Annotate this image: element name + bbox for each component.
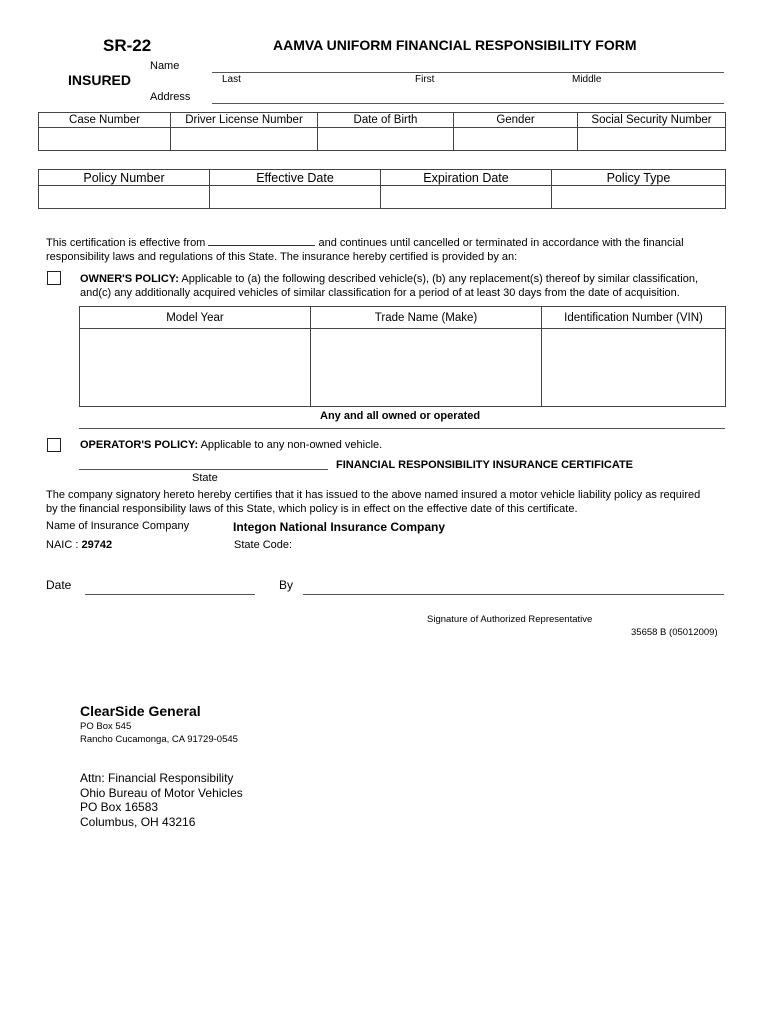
sender-address-line1: PO Box 545 xyxy=(80,721,132,732)
policy-info-table xyxy=(38,169,726,209)
insured-label: INSURED xyxy=(68,72,132,88)
trade-name-cell[interactable] xyxy=(311,329,542,407)
header-trade-name: Trade Name (Make) xyxy=(311,307,542,329)
certificate-title: FINANCIAL RESPONSIBILITY INSURANCE CERTIFICATE xyxy=(336,459,634,471)
operators-policy-desc: Applicable to any non-owned vehicle. xyxy=(200,439,383,451)
operators-policy-checkbox[interactable] xyxy=(47,438,61,452)
case-number-cell[interactable] xyxy=(39,128,171,151)
form-id: SR-22 xyxy=(103,36,152,55)
date-of-birth-cell[interactable] xyxy=(318,128,454,151)
effective-date-cell[interactable] xyxy=(210,186,381,209)
operators-policy-text xyxy=(80,439,382,453)
date-field[interactable] xyxy=(85,594,255,595)
header-effective-date: Effective Date xyxy=(210,170,381,186)
insured-info-table xyxy=(38,112,726,151)
header-date-of-birth: Date of Birth xyxy=(318,113,454,128)
name-field[interactable] xyxy=(212,72,724,73)
vehicle-table xyxy=(79,306,726,407)
owners-policy-text2: and(c) any additionally acquired vehicles of similar classification for a period of at least 30 days from the date of acquisition. xyxy=(80,286,680,299)
owners-policy-label: OWNER'S POLICY: xyxy=(80,273,179,285)
sender-name: ClearSide General xyxy=(80,703,201,719)
separator-line xyxy=(79,428,725,429)
header-model-year: Model Year xyxy=(80,307,311,329)
expiration-date-cell[interactable] xyxy=(381,186,552,209)
model-year-cell[interactable] xyxy=(80,329,311,407)
sender-address-line2: Rancho Cucamonga, CA 91729-0545 xyxy=(80,734,238,745)
naic-label: NAIC : xyxy=(46,539,79,551)
name-label: Name xyxy=(150,60,180,72)
driver-license-cell[interactable] xyxy=(171,128,318,151)
header-gender: Gender xyxy=(454,113,578,128)
header-policy-type: Policy Type xyxy=(552,170,726,186)
policy-number-cell[interactable] xyxy=(39,186,210,209)
header-ssn: Social Security Number xyxy=(578,113,726,128)
recipient-line2: Ohio Bureau of Motor Vehicles xyxy=(80,785,243,800)
header-policy-number: Policy Number xyxy=(39,170,210,186)
state-field[interactable] xyxy=(79,469,328,470)
owners-policy-checkbox[interactable] xyxy=(47,271,61,285)
header-case-number: Case Number xyxy=(39,113,171,128)
vin-cell[interactable] xyxy=(542,329,726,407)
signature-caption: Signature of Authorized Representative xyxy=(427,614,593,625)
policy-type-cell[interactable] xyxy=(552,186,726,209)
recipient-line3: PO Box 16583 xyxy=(80,800,159,814)
recipient-line4: Columbus, OH 43216 xyxy=(80,814,196,829)
statement-line2: by the financial responsibility laws of this State, which policy is in effect on the effective date of this certificate. xyxy=(46,502,578,515)
by-label: By xyxy=(279,578,294,592)
effective-from-field[interactable] xyxy=(208,236,315,246)
recipient-line1: Attn: Financial Responsibility xyxy=(80,771,234,785)
header-driver-license: Driver License Number xyxy=(171,113,318,128)
cert-text-line2: responsibility laws and regulations of this State. The insurance hereby certified is provided by an: xyxy=(46,250,518,263)
last-label: Last xyxy=(222,74,241,85)
header-vin: Identification Number (VIN) xyxy=(542,307,726,329)
address-field[interactable] xyxy=(212,103,724,104)
signature-field[interactable] xyxy=(303,594,724,595)
gender-cell[interactable] xyxy=(454,128,578,151)
middle-label: Middle xyxy=(572,74,602,85)
owners-policy-text1: Applicable to (a) the following described vehicle(s), (b) any replacement(s) thereof by similar classification, xyxy=(181,273,699,285)
operators-policy-label: OPERATOR'S POLICY: xyxy=(80,439,199,451)
company-name: Integon National Insurance Company xyxy=(233,520,446,534)
owned-operated-note: Any and all owned or operated xyxy=(320,410,481,422)
company-label: Name of Insurance Company xyxy=(46,520,190,532)
header-expiration-date: Expiration Date xyxy=(381,170,552,186)
cert-text-part1: This certification is effective from xyxy=(46,237,206,249)
cert-text-part2: and continues until cancelled or terminated in accordance with the financial xyxy=(318,237,684,249)
date-label: Date xyxy=(46,578,72,592)
form-code: 35658 B (05012009) xyxy=(631,627,718,638)
ssn-cell[interactable] xyxy=(578,128,726,151)
recipient-address xyxy=(80,771,243,829)
owners-policy-text xyxy=(80,273,740,300)
form-title: AAMVA UNIFORM FINANCIAL RESPONSIBILITY FORM xyxy=(273,37,637,53)
statement-line1: The company signatory hereto hereby certifies that it has issued to the above named insured a motor vehicle liability policy as required xyxy=(46,489,701,501)
first-label: First xyxy=(415,74,435,85)
state-code-label: State Code: xyxy=(234,539,293,551)
certification-text xyxy=(46,236,736,264)
certificate-statement xyxy=(46,489,736,516)
state-label: State xyxy=(192,472,218,484)
naic-line xyxy=(46,539,112,551)
address-label: Address xyxy=(150,91,191,103)
naic-value: 29742 xyxy=(81,539,113,551)
